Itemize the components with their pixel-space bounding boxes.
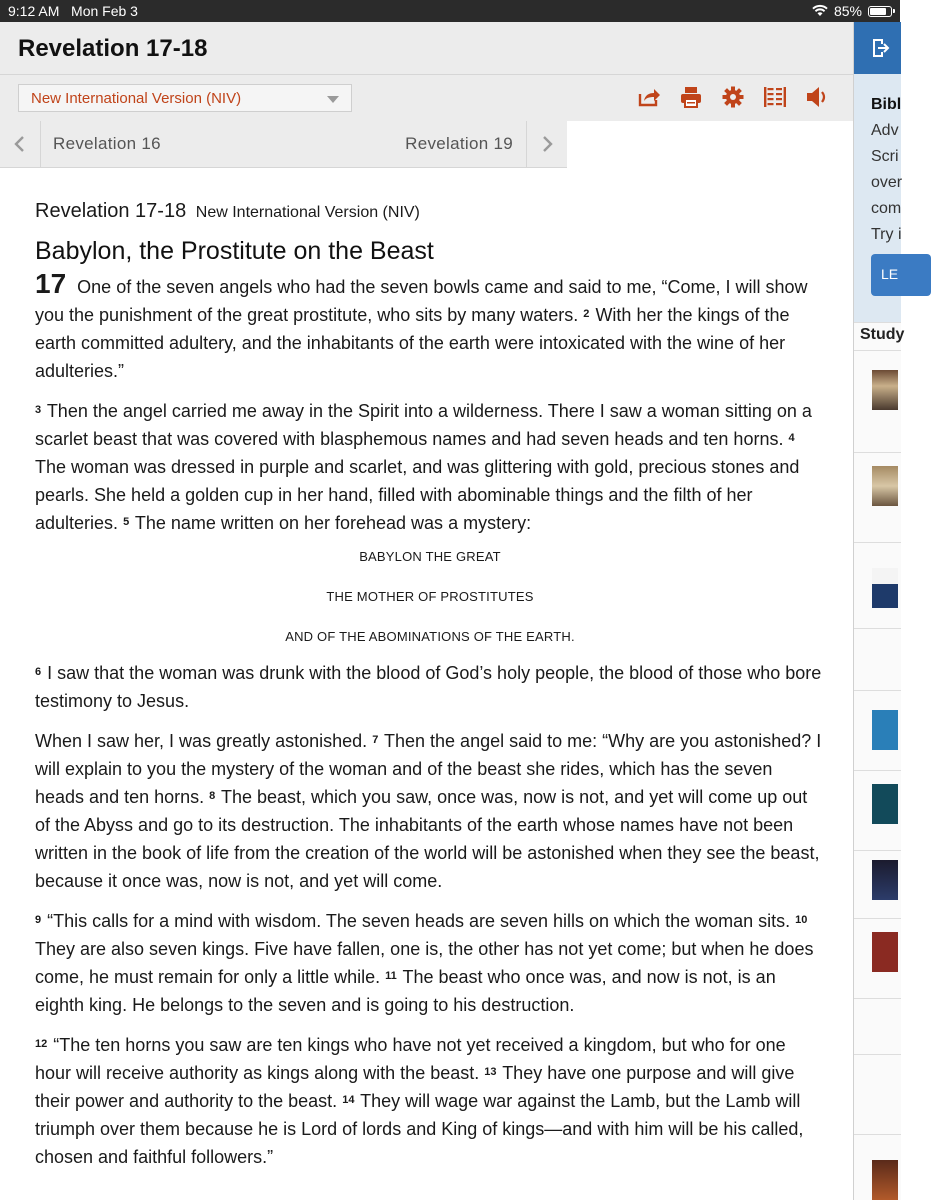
sidebar-header[interactable] <box>854 22 901 74</box>
divider <box>854 770 901 771</box>
verse-text: The woman was dressed in purple and scarlet, and was glittering with gold, precious stones and pearls. She held a golden cup in her hand, filled with abominable things and the filth of her adulteries. <box>35 457 800 533</box>
verse-number: 12 <box>35 1038 48 1050</box>
study-bible-thumbnail[interactable] <box>872 932 898 972</box>
toolbar <box>0 75 853 121</box>
verse-text: They are also seven kings. Five have fallen, one is, the other has not yet come; but when he does come, he must remain for only a little while. <box>35 939 814 987</box>
promo-line: Adv <box>871 122 899 139</box>
verse-number: 3 <box>35 404 42 416</box>
verse-number: 4 <box>788 432 795 444</box>
page-title: Revelation 17-18 <box>18 35 208 62</box>
promo-panel <box>854 74 901 322</box>
prev-chapter-link[interactable]: Revelation 16 <box>53 134 161 153</box>
chapter-number: 17 <box>35 268 67 299</box>
verse-text: The beast, which you saw, once was, now is not, and yet will come up out of the Abyss and go to its destruction. The inhabitants of the earth whose names have not been written in the book of life from the creation of the world will be astonished when they see the beast, because it once was, now is not, and yet will come. <box>35 787 820 891</box>
status-bar <box>0 0 900 22</box>
next-chapter-arrow[interactable] <box>526 121 567 167</box>
study-bible-thumbnail[interactable] <box>872 710 898 750</box>
paragraph <box>35 907 825 1019</box>
version-select-value: New International Version (NIV) <box>31 90 242 107</box>
divider <box>854 690 901 691</box>
chapter-navigation <box>0 121 567 168</box>
study-bible-thumbnail[interactable] <box>872 466 898 506</box>
divider <box>854 918 901 919</box>
promo-button-label: LE <box>881 266 899 282</box>
promo-line: Bibl <box>871 96 902 113</box>
chevron-right-icon <box>527 121 567 167</box>
verse-text: One of the seven angels who had the seven bowls came and said to me, “Come, I will show you the punishment of the great prostitute, who sits by many waters. <box>35 277 808 325</box>
verse-text: With her the kings of the earth committed adultery, and the inhabitants of the earth were intoxicated with the wine of her adulteries.” <box>35 305 790 381</box>
verse-number: 6 <box>35 666 42 678</box>
paragraph <box>35 727 825 895</box>
paragraph <box>35 397 825 537</box>
divider <box>854 998 901 999</box>
verse-text: Then the angel carried me away in the Spirit into a wilderness. There I saw a woman sitting on a scarlet beast that was covered with blasphemous names and had seven heads and ten horns. <box>35 401 812 449</box>
verse-number: 10 <box>795 914 808 926</box>
verse-number: 13 <box>484 1066 497 1078</box>
divider <box>854 1054 901 1055</box>
poetry-line: AND OF THE ABOMINATIONS OF THE EARTH. <box>285 629 575 644</box>
page-header <box>0 22 853 75</box>
study-bible-thumbnail[interactable] <box>872 1160 898 1200</box>
promo-line: over <box>871 174 903 191</box>
verse-number: 5 <box>123 516 130 528</box>
share-icon[interactable] <box>637 85 661 109</box>
sign-out-icon[interactable] <box>854 22 901 74</box>
divider <box>854 452 901 453</box>
verse-number: 8 <box>209 790 216 802</box>
wifi-icon <box>812 5 828 17</box>
promo-line: com <box>871 200 902 217</box>
verse-number: 14 <box>342 1094 355 1106</box>
gear-icon[interactable] <box>721 85 745 109</box>
next-chapter-link[interactable]: Revelation 19 <box>405 134 513 153</box>
verse-text: “The ten horns you saw are ten kings who have not yet received a kingdom, but who for one hour will receive authority as kings along with the beast. <box>35 1035 786 1083</box>
prev-chapter-arrow[interactable] <box>0 121 41 167</box>
right-sidebar <box>853 22 905 1200</box>
chevron-left-icon <box>0 121 40 167</box>
poetry-line: BABYLON THE GREAT <box>359 549 501 564</box>
passage-reference <box>35 200 825 223</box>
passage-reference-text: Revelation 17-18 <box>35 200 187 222</box>
divider <box>854 850 901 851</box>
parallel-columns-icon[interactable] <box>763 85 787 109</box>
promo-line: Try i <box>871 226 902 243</box>
verse-number: 7 <box>372 734 379 746</box>
chevron-down-icon <box>327 96 339 103</box>
study-bible-thumbnail[interactable] <box>872 568 898 608</box>
study-bible-thumbnail[interactable] <box>872 860 898 900</box>
verse-text: The name written on her forehead was a mystery: <box>134 513 532 533</box>
passage-content <box>35 200 825 1183</box>
promo-text <box>871 92 902 248</box>
paragraph <box>35 1031 825 1171</box>
verse-number: 2 <box>583 308 590 320</box>
study-section-label: Study <box>860 326 905 343</box>
verse-number: 9 <box>35 914 42 926</box>
verse-text: Then the angel said to me: “Why are you astonished? I will explain to you the mystery of the woman and of the beast she rides, which has the seven heads and ten horns. <box>35 731 822 807</box>
speaker-icon[interactable] <box>805 85 829 109</box>
verse-text: When I saw her, I was greatly astonished. <box>35 731 368 751</box>
verse-text: The beast who once was, and now is not, is an eighth king. He belongs to the seven and is going to his destruction. <box>35 967 776 1015</box>
poetry-line: THE MOTHER OF PROSTITUTES <box>326 589 534 604</box>
status-time: 9:12 AM <box>8 3 60 19</box>
divider <box>854 628 901 629</box>
promo-line: Scri <box>871 148 899 165</box>
reader-pane <box>0 22 853 1200</box>
divider <box>854 1134 901 1135</box>
promo-button[interactable] <box>871 254 931 296</box>
toolbar-actions <box>637 85 829 109</box>
passage-version: New International Version (NIV) <box>195 204 420 221</box>
paragraph <box>35 659 825 715</box>
study-bible-thumbnail[interactable] <box>872 784 898 824</box>
verse-number: 11 <box>385 970 397 982</box>
status-date: Mon Feb 3 <box>71 3 138 19</box>
version-select[interactable] <box>18 84 352 112</box>
verse-text: They have one purpose and will give their power and authority to the beast. <box>35 1063 795 1111</box>
section-heading: Babylon, the Prostitute on the Beast <box>35 237 434 265</box>
verse-text: “This calls for a mind with wisdom. The seven heads are seven hills on which the woman sits. <box>47 911 791 931</box>
paragraph <box>35 270 825 385</box>
print-icon[interactable] <box>679 85 703 109</box>
study-bible-thumbnail[interactable] <box>872 370 898 410</box>
divider <box>854 350 901 351</box>
verse-text: I saw that the woman was drunk with the blood of God’s holy people, the blood of those who bore testimony to Jesus. <box>35 663 822 711</box>
divider <box>854 542 901 543</box>
verse-text: They will wage war against the Lamb, but the Lamb will triumph over them because he is Lord of lords and King of kings—and with him will be his called, chosen and faithful followers.” <box>35 1091 804 1167</box>
battery-icon <box>868 6 892 17</box>
battery-percent: 85% <box>833 3 862 19</box>
divider <box>854 322 901 323</box>
